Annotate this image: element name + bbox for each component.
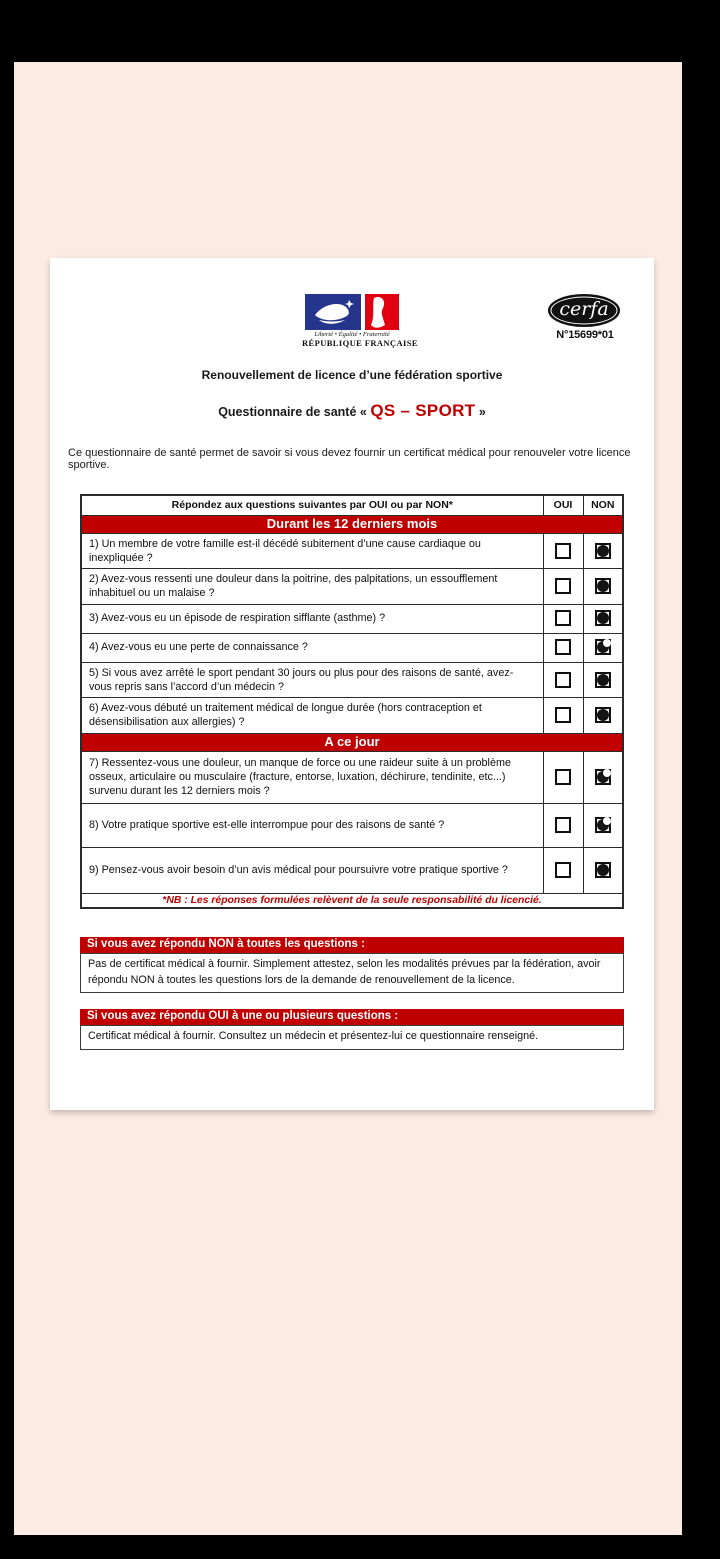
document-title: Renouvellement de licence d’une fédération sportive	[201, 368, 503, 382]
oui-checkbox-q3[interactable]	[555, 610, 571, 626]
non-checkbox-q7[interactable]	[595, 769, 611, 785]
question-row-2	[81, 569, 623, 605]
question-text: 5) Si vous avez arrêté le sport pendant 30 jours ou plus pour des raisons de santé, avez-vous repris sans l’accord d’un médecin ?	[81, 662, 543, 698]
question-row-8	[81, 803, 623, 847]
subtitle-suffix: »	[475, 405, 486, 419]
french-flag-marianne-icon	[305, 294, 399, 330]
question-row-7	[81, 751, 623, 803]
cerfa-label: cerfa	[559, 298, 609, 320]
question-text: 8) Votre pratique sportive est-elle interrompue pour des raisons de santé ?	[81, 803, 543, 847]
question-row-4	[81, 633, 623, 662]
oui-checkbox-q8[interactable]	[555, 817, 571, 833]
non-checkbox-q6[interactable]	[595, 707, 611, 723]
question-text: 2) Avez-vous ressenti une douleur dans la poitrine, des palpitations, un essoufflement inhabituel ou un malaise ?	[81, 569, 543, 605]
table-header-label: Répondez aux questions suivantes par OUI ou par NON*	[81, 495, 543, 515]
oui-checkbox-q7[interactable]	[555, 769, 571, 785]
non-checkbox-q8[interactable]	[595, 817, 611, 833]
oui-checkbox-q9[interactable]	[555, 862, 571, 878]
non-checkbox-q4[interactable]	[595, 639, 611, 655]
question-row-6	[81, 698, 623, 734]
intro-text: Ce questionnaire de santé permet de savoir si vous devez fournir un certificat médical pour renouveler votre licence sportive.	[68, 447, 631, 471]
oui-column-header: OUI	[543, 495, 583, 515]
question-text: 9) Pensez-vous avoir besoin d’un avis médical pour poursuivre votre pratique sportive ?	[81, 847, 543, 893]
non-checkbox-q5[interactable]	[595, 672, 611, 688]
question-text: 1) Un membre de votre famille est-il décédé subitement d’une cause cardiaque ou inexpliquée ?	[81, 533, 543, 569]
document-page	[50, 258, 654, 1110]
cerfa-logo	[548, 294, 622, 341]
non-checkbox-q9[interactable]	[595, 862, 611, 878]
section-header-today: A ce jour	[81, 733, 623, 751]
question-row-1	[81, 533, 623, 569]
oui-checkbox-q1[interactable]	[555, 543, 571, 559]
cerfa-oval-icon	[548, 294, 620, 327]
rf-name: RÉPUBLIQUE FRANÇAISE	[302, 338, 418, 348]
document-header	[68, 294, 636, 352]
cerfa-form-number: N°15699*01	[556, 329, 614, 341]
app-background	[14, 62, 682, 1535]
oui-checkbox-q2[interactable]	[555, 578, 571, 594]
oui-checkbox-q5[interactable]	[555, 672, 571, 688]
non-checkbox-q2[interactable]	[595, 578, 611, 594]
non-checkbox-q3[interactable]	[595, 610, 611, 626]
non-answers-header: Si vous avez répondu NON à toutes les questions :	[80, 937, 624, 953]
table-header-row	[81, 495, 623, 515]
oui-answers-header: Si vous avez répondu OUI à une ou plusieurs questions :	[80, 1009, 624, 1025]
question-row-3	[81, 604, 623, 633]
oui-answers-body: Certificat médical à fournir. Consultez un médecin et présentez-lui ce questionnaire renseigné.	[80, 1025, 624, 1049]
qs-sport-highlight: QS – SPORT	[370, 401, 476, 420]
nb-footnote: *NB : Les réponses formulées relèvent de la seule responsabilité du licencié.	[81, 893, 623, 908]
non-answers-box	[80, 937, 624, 993]
oui-checkbox-q6[interactable]	[555, 707, 571, 723]
non-column-header: NON	[583, 495, 623, 515]
questionnaire-table	[80, 494, 624, 909]
question-text: 3) Avez-vous eu un épisode de respiration sifflante (asthme) ?	[81, 604, 543, 633]
non-answers-body: Pas de certificat médical à fournir. Simplement attestez, selon les modalités prévues par la fédération, avoir répondu NON à toutes les questions lors de la demande de renouvellement de la licence.	[80, 953, 624, 993]
subtitle-prefix: Questionnaire de santé «	[218, 405, 371, 419]
question-text: 7) Ressentez-vous une douleur, un manque de force ou une raideur suite à un problème osseux, articulaire ou musculaire (fracture, entorse, luxation, déchirure, tendinite, etc...) survenu durant les 12 derniers mois ?	[81, 751, 543, 803]
republique-francaise-logo	[302, 294, 418, 348]
section-header-12-months: Durant les 12 derniers mois	[81, 515, 623, 533]
question-row-9	[81, 847, 623, 893]
non-checkbox-q1[interactable]	[595, 543, 611, 559]
oui-checkbox-q4[interactable]	[555, 639, 571, 655]
question-text: 6) Avez-vous débuté un traitement médical de longue durée (hors contraception et désensibilisation aux allergies) ?	[81, 698, 543, 734]
document-subtitle	[68, 401, 636, 421]
oui-answers-box	[80, 1009, 624, 1049]
question-text: 4) Avez-vous eu une perte de connaissance ?	[81, 633, 543, 662]
table-footnote-row	[81, 893, 623, 908]
question-row-5	[81, 662, 623, 698]
rf-motto: Liberté • Égalité • Fraternité	[314, 331, 390, 338]
